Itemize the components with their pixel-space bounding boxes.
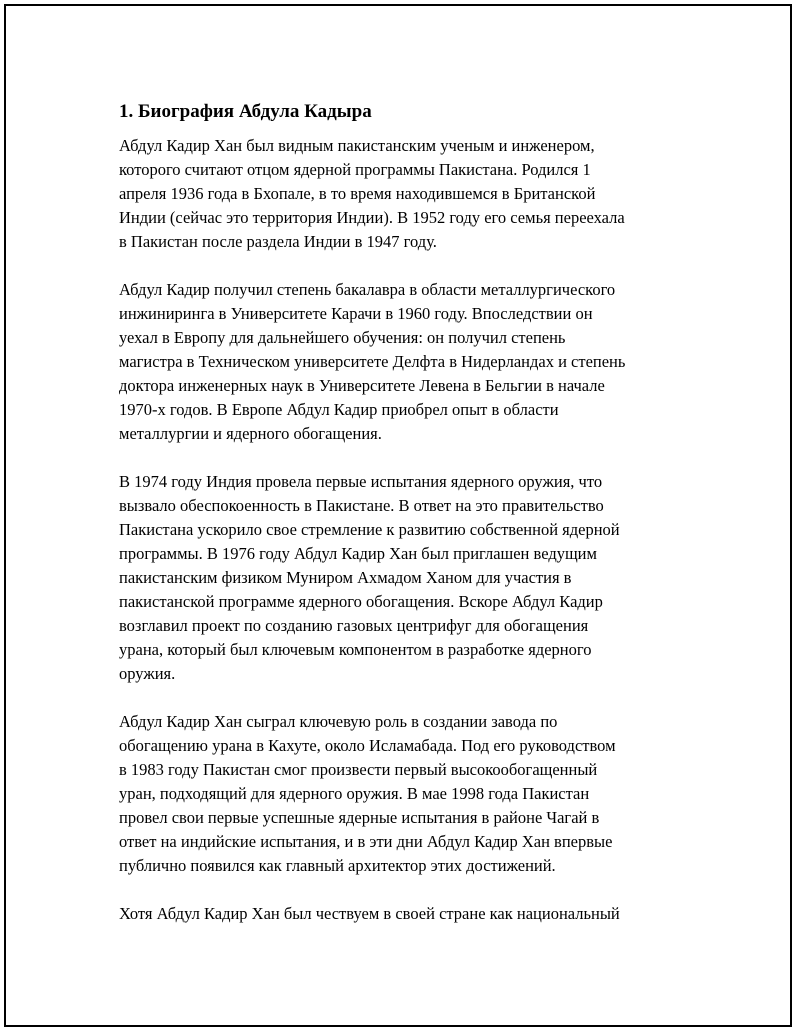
text-line: программы. В 1976 году Абдул Кадир Хан был приглашен ведущим bbox=[119, 544, 597, 563]
text-line: пакистанской программе ядерного обогащения. Вскоре Абдул Кадир bbox=[119, 592, 603, 611]
paragraph-5 bbox=[119, 902, 699, 926]
page-frame bbox=[4, 4, 792, 1027]
text-line: уран, подходящий для ядерного оружия. В мае 1998 года Пакистан bbox=[119, 784, 590, 803]
text-line: инжиниринга в Университете Карачи в 1960 году. Впоследствии он bbox=[119, 304, 593, 323]
text-line: Индии (сейчас это территория Индии). В 1952 году его семья переехала bbox=[119, 208, 625, 227]
text-line: возглавил проект по созданию газовых центрифуг для обогащения bbox=[119, 616, 589, 635]
section-heading: 1. Биография Абдула Кадыра bbox=[119, 101, 372, 122]
text-line: В 1974 году Индия провела первые испытания ядерного оружия, что bbox=[119, 472, 603, 491]
document-body bbox=[119, 98, 699, 950]
text-line: Абдул Кадир Хан сыграл ключевую роль в создании завода по bbox=[119, 712, 558, 731]
text-line: 1970-х годов. В Европе Абдул Кадир приобрел опыт в области bbox=[119, 400, 559, 419]
text-line: апреля 1936 года в Бхопале, в то время находившемся в Британской bbox=[119, 184, 596, 203]
text-line: Абдул Кадир Хан был видным пакистанским ученым и инженером, bbox=[119, 136, 595, 155]
paragraph-3 bbox=[119, 470, 699, 686]
paragraph-1 bbox=[119, 134, 699, 254]
text-line: уехал в Европу для дальнейшего обучения: он получил степень bbox=[119, 328, 566, 347]
text-line: доктора инженерных наук в Университете Левена в Бельгии в начале bbox=[119, 376, 605, 395]
text-line: в Пакистан после раздела Индии в 1947 году. bbox=[119, 232, 437, 251]
text-line: Пакистана ускорило свое стремление к развитию собственной ядерной bbox=[119, 520, 620, 539]
text-line: пакистанским физиком Муниром Ахмадом Ханом для участия в bbox=[119, 568, 572, 587]
paragraph-2 bbox=[119, 278, 699, 446]
text-line: магистра в Техническом университете Делфта в Нидерландах и степень bbox=[119, 352, 626, 371]
text-line: обогащению урана в Кахуте, около Исламабада. Под его руководством bbox=[119, 736, 616, 755]
text-line: Хотя Абдул Кадир Хан был чествуем в своей стране как национальный bbox=[119, 904, 620, 923]
text-line: вызвало обеспокоенность в Пакистане. В ответ на это правительство bbox=[119, 496, 604, 515]
text-line: в 1983 году Пакистан смог произвести первый высокообогащенный bbox=[119, 760, 598, 779]
text-line: публично появился как главный архитектор этих достижений. bbox=[119, 856, 556, 875]
text-line: ответ на индийские испытания, и в эти дни Абдул Кадир Хан впервые bbox=[119, 832, 613, 851]
text-line: оружия. bbox=[119, 664, 176, 683]
text-line: металлургии и ядерного обогащения. bbox=[119, 424, 382, 443]
text-line: которого считают отцом ядерной программы Пакистана. Родился 1 bbox=[119, 160, 591, 179]
text-line: провел свои первые успешные ядерные испытания в районе Чагай в bbox=[119, 808, 600, 827]
text-line: Абдул Кадир получил степень бакалавра в области металлургического bbox=[119, 280, 616, 299]
text-line: урана, который был ключевым компонентом в разработке ядерного bbox=[119, 640, 592, 659]
paragraph-4 bbox=[119, 710, 699, 878]
